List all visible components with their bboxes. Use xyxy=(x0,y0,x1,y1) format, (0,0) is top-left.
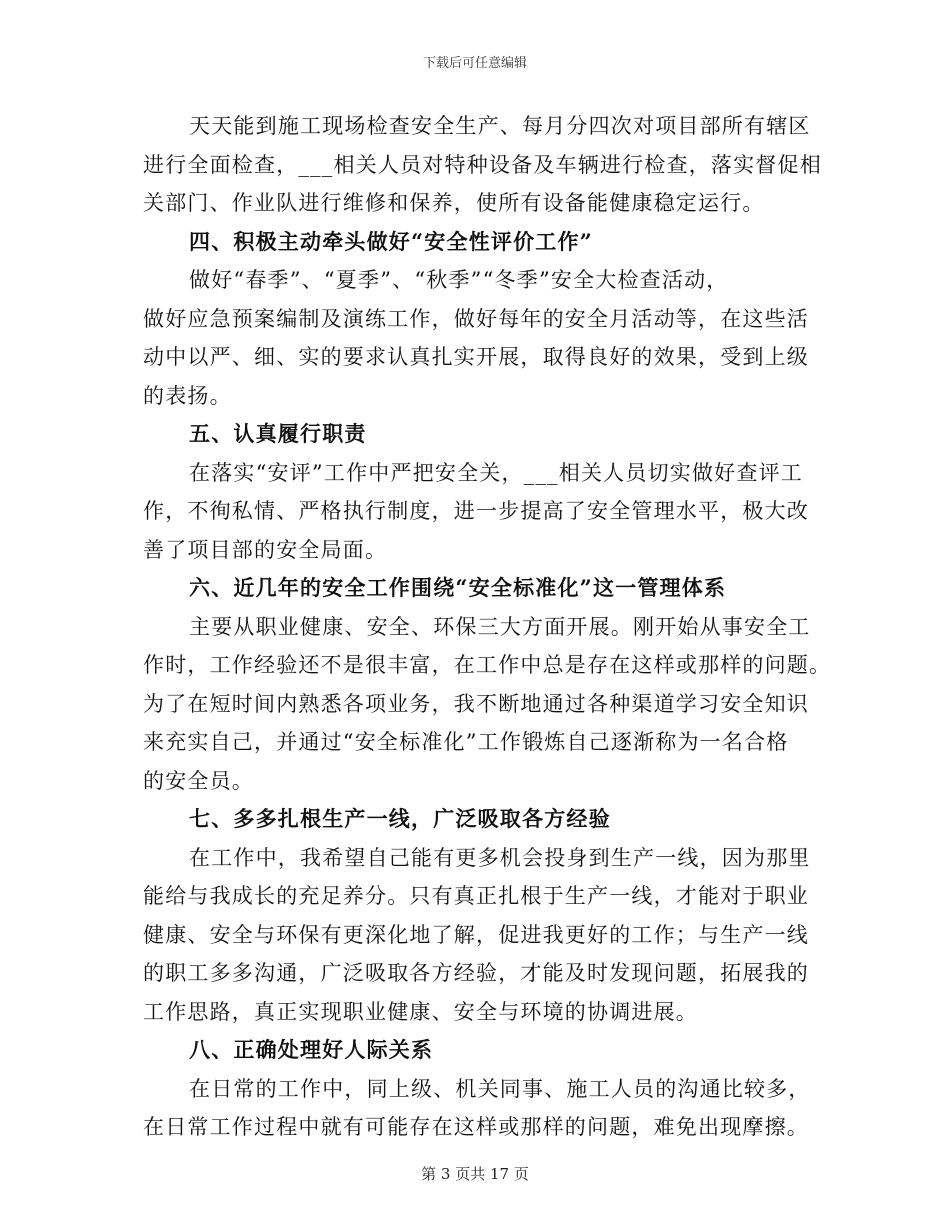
section-heading-8: 八、正确处理好人际关系 xyxy=(189,1037,434,1062)
text-line: 健康、安全与环保有更深化地了解，促进我更好的工作；与生产一线 xyxy=(143,922,809,947)
text-line: 进行全面检查，___相关人员对特种设备及车辆进行检查，落实督促相 xyxy=(143,152,822,177)
text-line: 在日常的工作中，同上级、机关同事、施工人员的沟通比较多， xyxy=(189,1076,811,1101)
section-heading-7: 七、多多扎根生产一线，广泛吸取各方经验 xyxy=(189,806,611,831)
text-line: 作时，工作经验还不是很丰富，在工作中总是存在这样或那样的问题。 xyxy=(143,653,832,677)
text-line: 主要从职业健康、安全、环保三大方面开展。刚开始从事安全工 xyxy=(189,614,811,639)
text-line: 在落实“安评”工作中严把安全关，___相关人员切实做好查评工 xyxy=(189,460,803,485)
text-line: 为了在短时间内熟悉各项业务，我不断地通过各种渠道学习安全知识 xyxy=(143,691,809,716)
text-line: 的安全员。 xyxy=(143,768,254,793)
text-line: 作，不徇私情、严格执行制度，进一步提高了安全管理水平，极大改 xyxy=(143,499,809,523)
text-line: 来充实自己，并通过“安全标准化”工作锻炼自己逐渐称为一名合格 xyxy=(143,730,789,754)
text-line: 做好“春季”、“夏季”、“秋季”“冬季”安全大检查活动， xyxy=(189,268,729,292)
page-footer: 第 3 页共 17 页 xyxy=(421,1165,529,1183)
text-line: 的职工多多沟通，广泛吸取各方经验，才能及时发现问题，拓展我的 xyxy=(143,961,809,985)
document-body xyxy=(143,107,832,1147)
text-line: 在日常工作过程中就有可能存在这样或那样的问题，难免出现摩擦。 xyxy=(143,1115,809,1139)
text-line: 的表扬。 xyxy=(143,383,232,408)
text-line: 在工作中，我希望自己能有更多机会投身到生产一线，因为那里 xyxy=(189,845,811,870)
text-line: 工作思路，真正实现职业健康、安全与环境的协调进展。 xyxy=(143,999,698,1024)
text-line: 能给与我成长的充足养分。只有真正扎根于生产一线，才能对于职业 xyxy=(143,884,809,908)
text-line: 做好应急预案编制及演练工作，做好每年的安全月活动等，在这些活 xyxy=(143,306,809,331)
section-heading-4: 四、积极主动牵头做好“安全性评价工作” xyxy=(189,228,593,254)
text-line: 天天能到施工现场检查安全生产、每月分四次对项目部所有辖区 xyxy=(189,114,811,138)
text-line: 动中以严、细、实的要求认真扎实开展，取得良好的效果，受到上级 xyxy=(143,345,809,369)
section-heading-5: 五、认真履行职责 xyxy=(189,421,367,446)
text-line: 关部门、作业队进行维修和保养，使所有设备能健康稳定运行。 xyxy=(143,191,765,215)
section-heading-6: 六、近几年的安全工作围绕“安全标准化”这一管理体系 xyxy=(189,575,727,600)
page-header: 下载后可任意编辑 xyxy=(422,56,527,71)
text-line: 善了项目部的安全局面。 xyxy=(143,537,388,562)
